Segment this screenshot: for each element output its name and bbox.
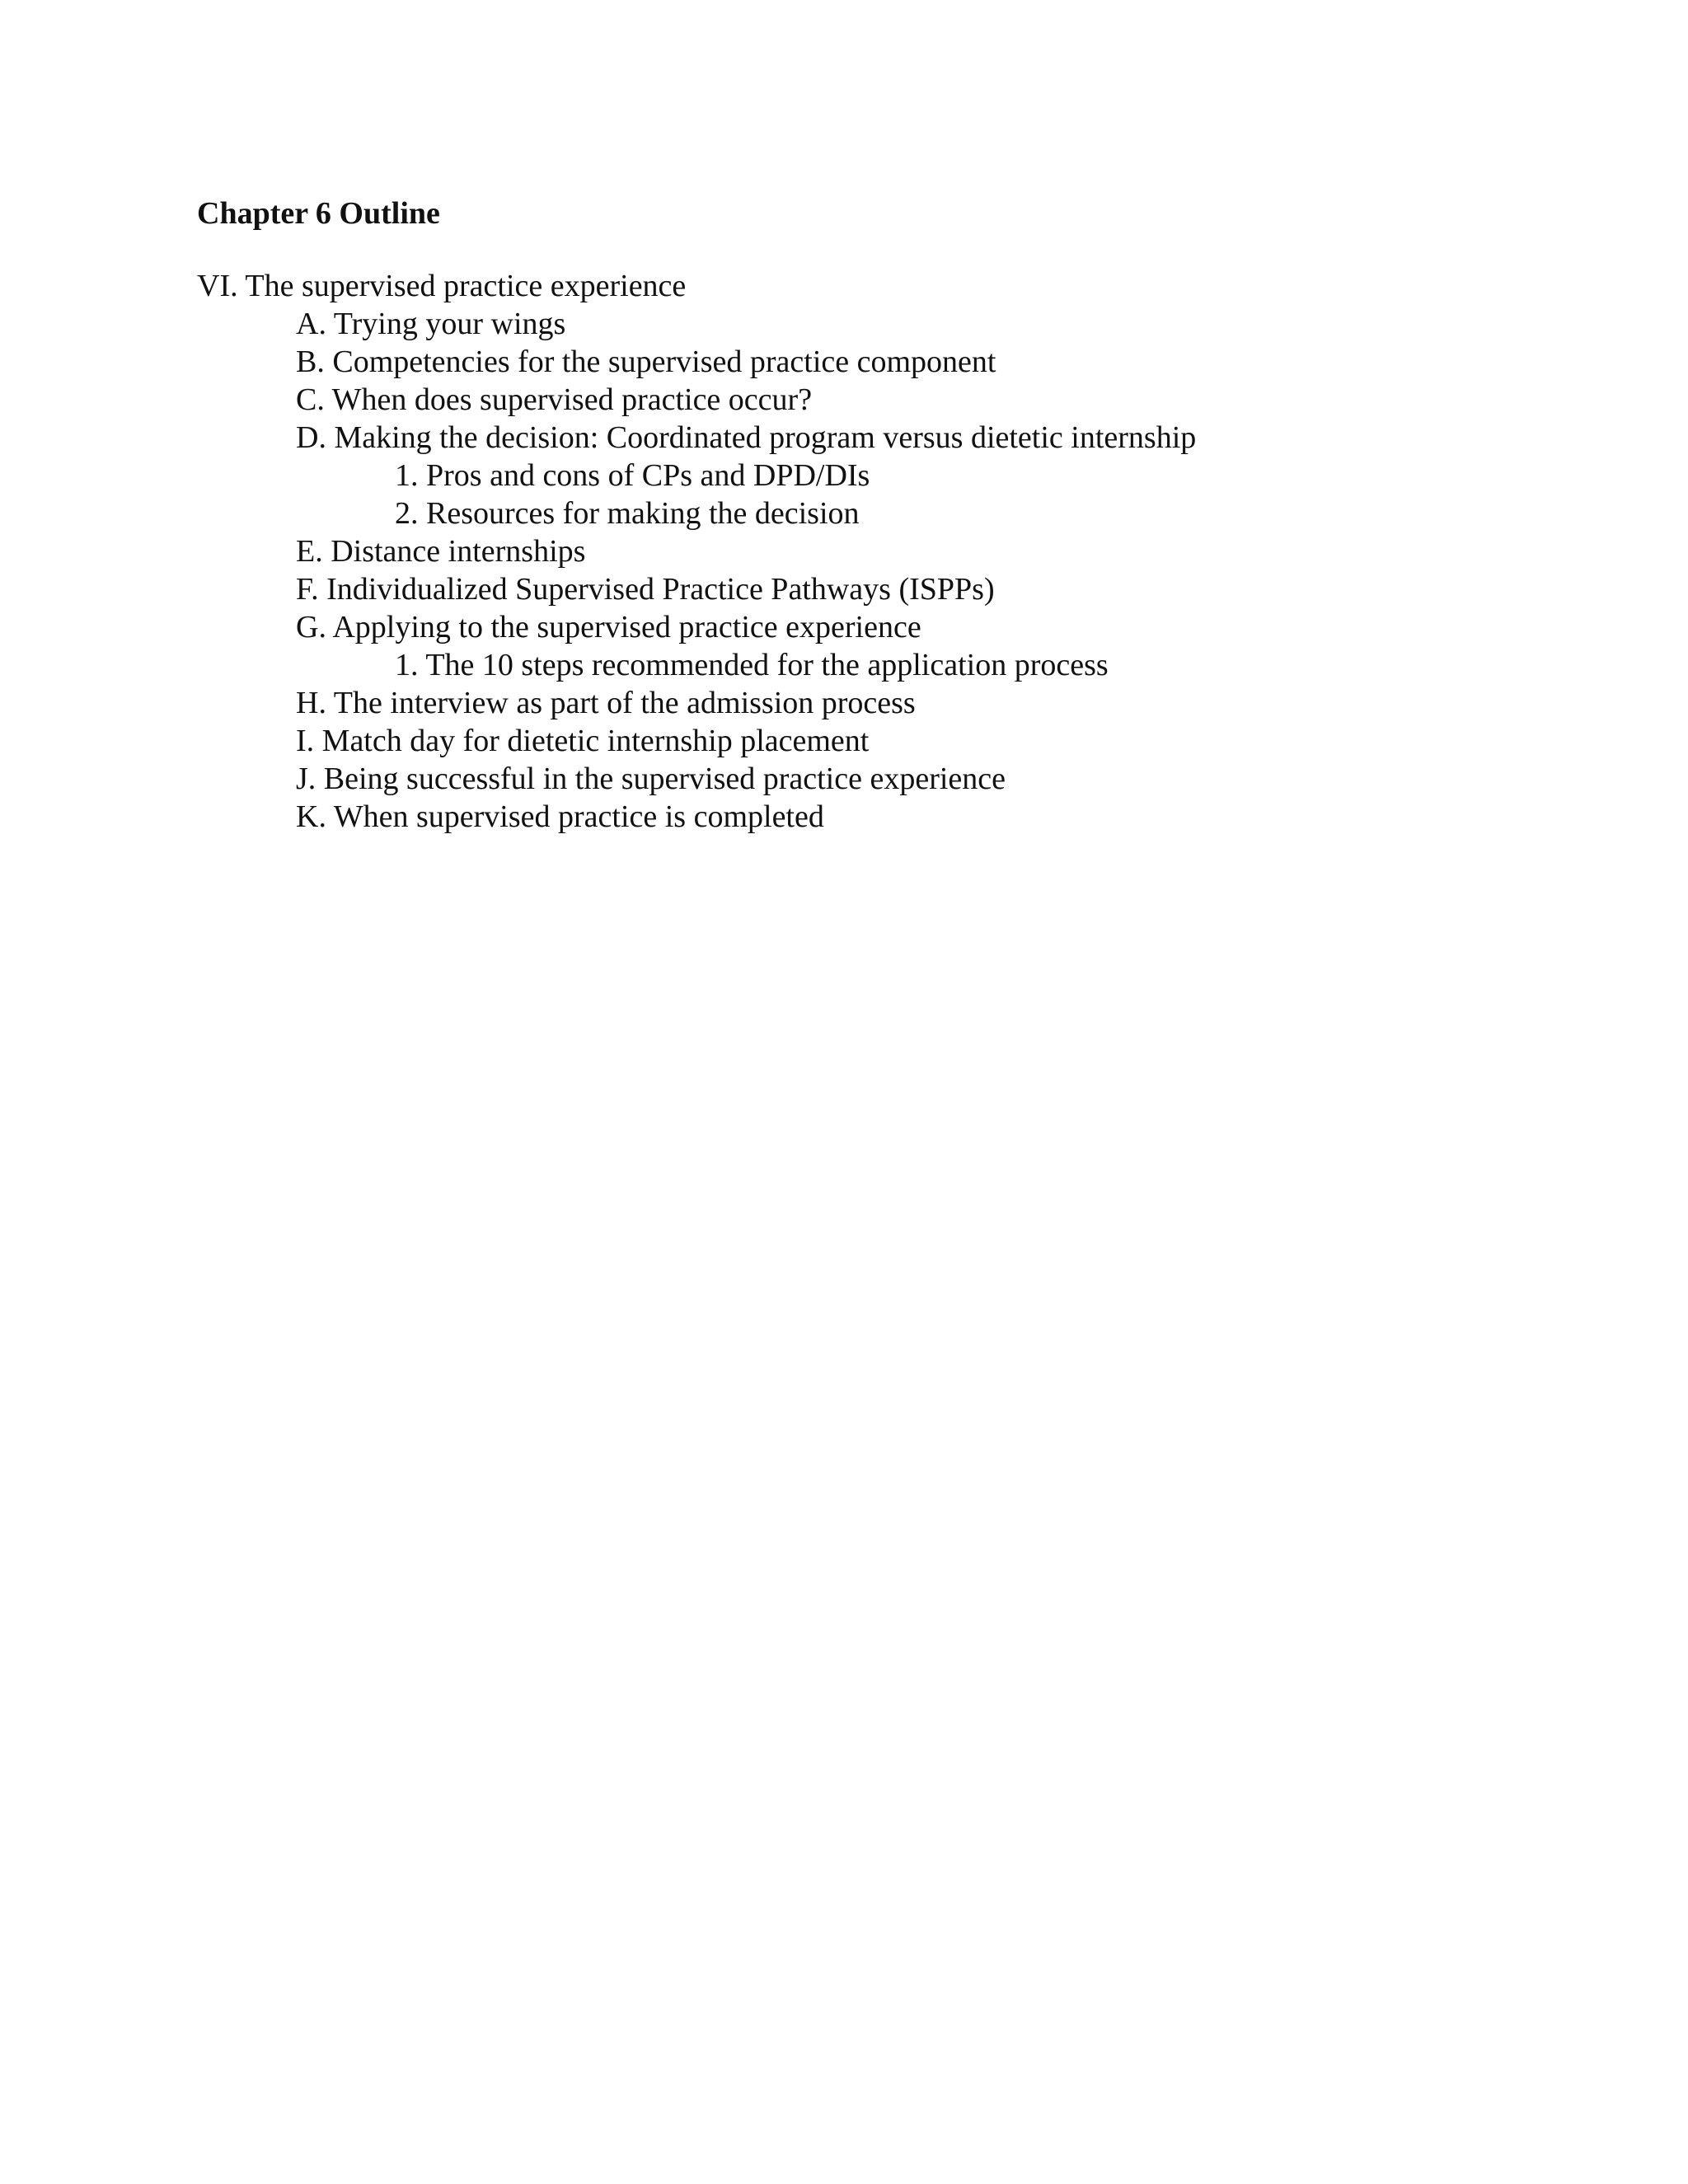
outline-subitem: 1. Pros and cons of CPs and DPD/DIs <box>395 458 870 493</box>
outline-item: G. Applying to the supervised practice experience <box>296 610 921 644</box>
outline-item: E. Distance internships <box>296 534 586 569</box>
outline-item: I. Match day for dietetic internship placement <box>296 724 870 758</box>
page-title: Chapter 6 Outline <box>197 196 440 231</box>
outline-item: VI. The supervised practice experience <box>197 269 687 303</box>
outline-item: C. When does supervised practice occur? <box>296 382 813 417</box>
outline-item: A. Trying your wings <box>296 307 566 341</box>
outline-item: F. Individualized Supervised Practice Pathways (ISPPs) <box>296 572 995 607</box>
chapter-outline <box>197 267 1196 836</box>
outline-item: K. When supervised practice is completed <box>296 799 824 834</box>
outline-subitem: 2. Resources for making the decision <box>395 496 860 531</box>
outline-item: D. Making the decision: Coordinated program versus dietetic internship <box>296 420 1197 455</box>
outline-item: B. Competencies for the supervised practice component <box>296 344 996 379</box>
outline-item: H. The interview as part of the admission process <box>296 686 916 720</box>
outline-item: J. Being successful in the supervised practice experience <box>296 762 1006 796</box>
outline-subitem: 1. The 10 steps recommended for the application process <box>395 648 1109 682</box>
